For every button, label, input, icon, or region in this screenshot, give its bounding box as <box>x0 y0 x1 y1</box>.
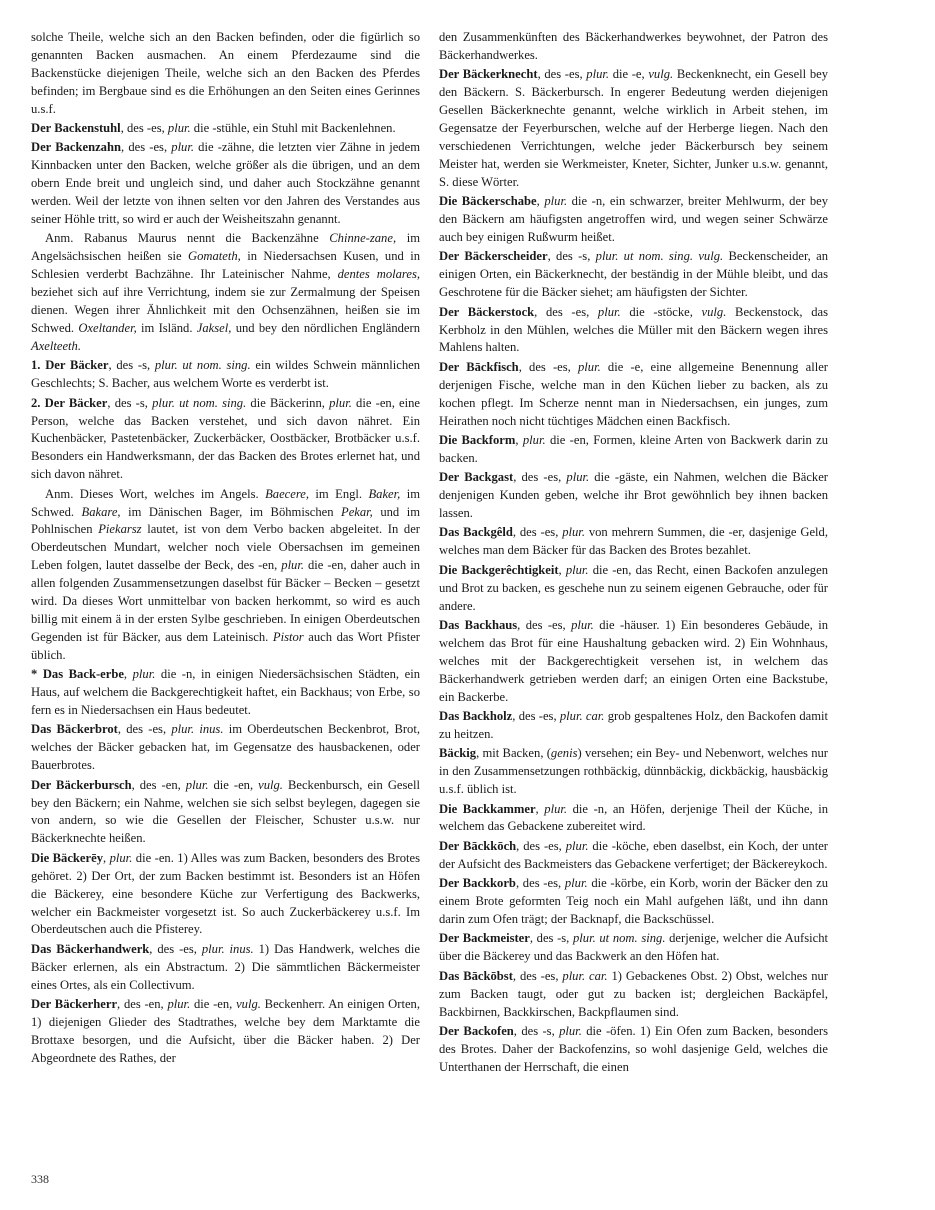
italic-term: plur. <box>329 395 352 410</box>
entry-text: die -gäste, ein Nahmen, welchen die Bäcker denjenigen Kunden geben, welche ihr Brot gewöhnlich bey ihnen backen lassen. <box>439 470 828 521</box>
entry-text: die -en, das Recht, einen Backofen anzulegen und Brot zu backen, es geschehe nun zu seinem eigenen Gebrauche, oder für andere. <box>439 562 828 613</box>
headword: Das Backgêld <box>439 525 513 540</box>
entry-text: im Engl. <box>309 486 369 501</box>
headword: Der Backenzahn <box>31 140 121 155</box>
dictionary-entry <box>439 930 828 966</box>
entry-text: Beckenherr. An einigen Orten, 1) diejenigen Glieder des Stadtrathes, welche bey dem Marktamte die Brottaxe besorgen, und die Aufsicht, über die Bäcker haben. 2) Der Abgeordnete des Rathes, der <box>31 997 420 1065</box>
italic-term: plur. ut nom. sing. <box>152 395 247 410</box>
italic-term: Pistor <box>272 629 304 644</box>
italic-term: plur. <box>544 194 568 209</box>
entry-text: die -e, <box>609 67 649 82</box>
entry-text: 1) Gebackenes Obst. 2) Obst, welches nur zum Backen taugt, oder gut zu backen ist; dergleichen Backäpfel, Backbirnen, Backkirschen, Backpflaumen sind. <box>439 968 828 1019</box>
entry-text: die -stühle, ein Stuhl mit Backenlehnen. <box>190 121 396 136</box>
italic-term: plur. <box>167 121 191 136</box>
entry-text: , des -es, <box>512 525 563 540</box>
entry-text: die -en, eine Person, welche das Backen verstehet, und sich davon nähret. Ein Kuchenbäcker, Pastetenbäcker, Zuckerbäcker, Oostbäcker, Brotbäcker u.s.f. Besonders ein Handwerksmann, der das Backen des Brotes erlernet hat, und sich davon nähret. <box>31 395 421 482</box>
entry-text: , <box>515 432 523 447</box>
entry-text: , des -s, <box>108 358 155 373</box>
entry-text: auch das Wort Pfister üblich. <box>31 629 420 662</box>
dictionary-entry <box>31 777 420 849</box>
italic-term: plur. ut nom. sing. vulg. <box>595 249 724 264</box>
entry-text: die -en. 1) Alles was zum Backen, besonders des Brotes gehöret. 2) Der Ort, der zum Backen bestimmt ist. Besonders ist an Höfen die Bäckerey, eine besondere Küche zur Verfertigung des Backwerks, welcher ein Backmeister vorgesetzt ist. So auch Zuckerbäckerey u.s.f. Im Oberdeutschen auch die Pfisterey. <box>31 850 420 937</box>
entry-text: , des -s, <box>107 395 153 410</box>
italic-term: plur. <box>565 838 589 853</box>
dictionary-entry <box>31 486 420 665</box>
left-column <box>31 29 420 1069</box>
entry-text: , des -es, <box>515 876 565 891</box>
italic-term: plur. <box>522 432 546 447</box>
italic-term: plur. <box>562 525 585 540</box>
italic-term: plur. car. <box>562 968 608 983</box>
italic-term: plur. <box>167 997 191 1012</box>
headword: 2. Der Bäcker <box>31 395 108 410</box>
headword: * Das Back-erbe <box>31 667 124 682</box>
dictionary-entry <box>31 230 420 355</box>
entry-text: die -en, <box>208 777 259 792</box>
dictionary-entry <box>439 193 828 247</box>
italic-term: plur. inus. <box>171 722 224 737</box>
page-number: 338 <box>31 1172 49 1186</box>
entry-text: 1) Das Handwerk, welches die Bäcker erlernen, als ein Abstractum. 2) Die sämmtlichen Bäckermeister eines Ortes, als ein Collectivum. <box>31 941 420 992</box>
italic-term: plur. <box>544 801 568 816</box>
entry-text: , des -es, <box>518 359 578 374</box>
headword: Der Backkorb <box>439 876 516 891</box>
italic-term: plur. <box>565 562 589 577</box>
italic-term: vulg. <box>648 67 674 82</box>
italic-term: plur. <box>185 777 209 792</box>
entry-text: die -en, Formen, kleine Arten von Backwerk darin zu backen. <box>439 432 829 465</box>
entry-text: die -stöcke, <box>620 304 702 319</box>
entry-text: den Zusammenkünften des Bäckerhandwerkes beywohnet, der Patron des Bäckerhandwerkes. <box>439 30 828 62</box>
headword: Der Bäckerstock <box>439 304 535 319</box>
entry-text: die -e, eine allgemeine Benennung aller derjenigen Fische, welche man in den Küchen lieber zu backen, als zu kochen pflegt. Im Scherze nennt man in Niedersachsen, ein junges, zum Heirathen noch nicht tüchtiges Mädchen einen Backfisch. <box>439 359 828 428</box>
italic-term: Oxeltander, <box>78 321 137 335</box>
entry-text: ein wildes Schwein männlichen Geschlechts; S. Bacher, aus welchem Worte es verderbt ist. <box>31 358 421 391</box>
italic-term: Baker, <box>368 486 401 501</box>
dictionary-entry <box>31 850 420 940</box>
dictionary-entry <box>31 395 420 485</box>
entry-text: , <box>558 562 566 577</box>
italic-term: plur. <box>171 140 195 155</box>
headword: Das Bäckerhandwerk <box>31 941 150 956</box>
italic-term: Gomateth, <box>187 249 241 264</box>
entry-text: , <box>123 667 133 682</box>
italic-term: Piekarsz <box>98 522 142 537</box>
headword: Der Backenstuhl <box>31 121 121 136</box>
dictionary-entry <box>439 708 828 744</box>
headword: Das Bäckerbrot <box>31 722 118 737</box>
dictionary-entry <box>439 1023 828 1077</box>
italic-term: dentes molares, <box>337 267 420 282</box>
italic-term: Pekar, <box>341 504 373 519</box>
entry-text: in Niedersachsen Kusen, und in Schlesien verderbt Bachzähne. Ihr Lateinischer Nahme, <box>31 249 420 282</box>
italic-term: Axelteeth. <box>31 338 81 353</box>
entry-text: , des -es, <box>517 618 572 632</box>
entry-text: die -zähne, die letzten vier Zähne in jedem Kinnbacken unter den Backen, welche größer als die übrigen, und an dem obern Ende breit und ungleich sind, und daher auch Stockzähne genannt werden. Weil der letzte von ihnen selten vor den Jahren des Verstandes aus seiner Höhle tritt, so wird er auch der Weisheitszahn genannt. <box>31 140 420 227</box>
italic-term: plur. inus. <box>201 941 254 956</box>
entry-text: , des -en, <box>117 997 168 1012</box>
dictionary-entry <box>439 524 828 560</box>
entry-text: , des -es, <box>117 722 172 737</box>
dictionary-entry <box>31 996 420 1068</box>
dictionary-entry <box>439 432 828 468</box>
italic-term: vulg. <box>258 777 283 792</box>
entry-text: die Bäckerinn, <box>246 395 330 410</box>
entry-text: , <box>536 194 545 209</box>
dictionary-entry <box>439 562 828 616</box>
headword: Das Backhaus <box>439 618 518 632</box>
headword: Der Backmeister <box>439 931 530 946</box>
headword: Die Backgerêchtigkeit <box>439 562 559 577</box>
entry-text: im Oberdeutschen Beckenbrot, Brot, welches der Bäcker gebacken hat, im Gegensatze des hausbackenen, oder Bauerbrotes. <box>31 722 420 773</box>
entry-text: im Dänischen Bager, im Böhmischen <box>120 504 341 519</box>
dictionary-entry <box>439 29 828 65</box>
headword: Die Backkammer <box>439 801 536 816</box>
dictionary-entry <box>31 666 420 720</box>
entry-text: , <box>535 801 545 816</box>
italic-term: plur. <box>132 667 156 682</box>
italic-term: vulg. <box>236 997 261 1012</box>
entry-text: , des -s, <box>547 249 596 264</box>
dictionary-entry <box>439 248 828 302</box>
entry-text: derjenige, welcher die Aufsicht über die Bäckerey und das Backwerk an den Höfen hat. <box>439 931 828 964</box>
entry-text: von mehrern Summen, die -er, dasjenige Geld, welches man dem Bäcker für das Backen des Brotes bezahlet. <box>439 525 828 558</box>
headword: 1. Der Bäcker <box>31 358 109 373</box>
entry-text: die -en, daher auch in allen folgenden Zusammensetzungen daselbst für Bäcker – Becken – gesetzt wird. Da dieses Wort unmittelbar von backen herkommt, so wird es auch billig mit einem ä in der ersten Sylbe geschrieben. In einigen Oberdeutschen Gegenden ist für Bäcker, aus dem Lateinisch. <box>31 558 420 644</box>
italic-term: plur. ut nom. sing. <box>572 931 666 946</box>
italic-term: genis <box>550 746 578 761</box>
dictionary-entry <box>439 875 828 929</box>
dictionary-entry <box>439 801 828 837</box>
dictionary-entry <box>439 745 828 799</box>
dictionary-entry <box>439 617 828 707</box>
italic-term: Bakare, <box>81 504 121 519</box>
headword: Der Backofen <box>439 1023 514 1038</box>
dictionary-entry <box>439 469 828 523</box>
entry-text: Beckenscheider, an einigen Orten, ein Bäckerknecht, der beständig in der Mühle bleibt, und das Geschrotene für die Bäcker siehet; am häufigsten der Sichter. <box>439 249 829 300</box>
entry-text: die -n, ein schwarzer, breiter Mehlwurm, der bey den Bäckern am häufigsten angetroffen wird, und wegen seiner Schwärze auch bey einigen Rußwurm heißet. <box>439 194 829 244</box>
italic-term: plur. <box>566 470 590 485</box>
entry-text: Anm. Dieses Wort, welches im Angels. <box>45 486 266 501</box>
headword: Bäckig <box>439 746 477 761</box>
italic-term: plur. <box>571 618 594 632</box>
dictionary-entry <box>31 721 420 775</box>
headword: Der Bäckerbursch <box>31 777 132 792</box>
italic-term: vulg. <box>701 304 727 319</box>
headword: Der Bāckkōch <box>439 838 517 853</box>
dictionary-entry <box>31 120 420 138</box>
headword: Das Bāckōbst <box>439 968 513 983</box>
entry-text: Beckenbursch, ein Gesell bey den Bäckern; ein Nahme, welchen sie sich selbst beylegen, dagegen sie von andern, so wie die Gesellen der Fleischer, Schuster u.s.w. nur Bäckerknechte heißen. <box>31 777 420 846</box>
headword: Der Bäckerherr <box>31 997 118 1012</box>
entry-text: , des -es, <box>121 140 172 155</box>
entry-text: die -n, an Höfen, derjenige Theil der Küche, in welchem das Gebackene zubereitet wird. <box>439 801 828 834</box>
dictionary-entry <box>439 304 828 358</box>
entry-text: im Angelsächsischen heißen sie <box>31 231 420 264</box>
entry-text: , des -es, <box>516 838 566 853</box>
dictionary-entry <box>439 838 828 874</box>
dictionary-entry <box>439 66 828 191</box>
italic-term: Jaksel, <box>196 321 232 335</box>
italic-term: plur. <box>559 1023 582 1038</box>
entry-text: , des -es, <box>512 968 563 983</box>
entry-text: solche Theile, welche sich an den Backen befinden, oder die figürlich so genannten Backen ausmachen. An einem Pferdezaume sind die Backenstücke diejenigen Theile, welche sich an den Backen des Pferdes befinden; im Bergbaue sind es die Erhöhungen an den Seiten eines Gerinnes u.s.f. <box>31 30 420 116</box>
italic-term: plur. <box>564 876 588 891</box>
headword: Die Bäckerschabe <box>439 194 537 209</box>
entry-text: und im Pohlnischen <box>31 504 421 537</box>
entry-text: , des -s, <box>529 931 573 946</box>
italic-term: plur. <box>281 558 305 573</box>
entry-text: die -en, <box>190 997 237 1012</box>
entry-text: , des -es, <box>149 941 202 956</box>
entry-text: die -häuser. 1) Ein besonderes Gebäude, in welchem das Brot für eine Haushaltung gebacken wird. 2) Ein Wohnhaus, welches mit der Backgerechtigkeit versehen ist, in welchem das Bäckerhandwerk getrieben werden darf; an einigen Orten eine Backstube, ein Backerbe. <box>439 618 828 704</box>
entry-text: ) versehen; ein Bey- und Nebenwort, welches nur in den Zusammensetzungen rothbäckig, dünnbäckig, dickbäckig, hausbäckig u.s.f. üblich ist. <box>439 746 828 797</box>
headword: Die Bäckerēy <box>31 850 103 865</box>
italic-term: plur. <box>597 304 621 319</box>
entry-text: Beckenknecht, ein Gesell bey den Bäckern. S. Bäckerbursch. In engerer Bedeutung werden diejenigen Gesellen Bäckerknechte genannt, welche wirklich in Arbeit stehen, im Gegensatze der Feyerburschen, welche auf der Herberge liegen. Nach den verschiedenen Verrichtungen, welche jeder Bäckerbursch bey seinem Meister hat, werden sie Werkmeister, Kneter, Sichter, Junker u.s.w. genannt, S. diese Wörter. <box>439 67 828 189</box>
entry-text: Beckenstock, das Kerbholz in den Mühlen, welches die Müller mit den Bäckern wegen ihres Mahlens halten. <box>439 304 828 355</box>
entry-text: die -körbe, ein Korb, worin der Bäcker den zu einem Brote geformten Teig noch ein Mahl aufgehen läßt, und ihn dann darin zum Ofen trägt; der Backnapf, die Backschüssel. <box>439 876 828 926</box>
entry-text: , des -s, <box>513 1023 560 1038</box>
headword: Die Backform <box>439 432 516 447</box>
entry-text: grob gespaltenes Holz, den Backofen damit zu heitzen. <box>439 709 829 741</box>
entry-text: die -n, in einigen Niedersächsischen Städten, ein Haus, auf welchem die Backgerechtigkeit haftet, ein Backhaus; von Erbe, so fern es in Niedersachsen ein Haus bedeutet. <box>31 667 421 718</box>
italic-term: plur. <box>586 67 610 82</box>
italic-term: Baecere, <box>265 486 310 501</box>
entry-text: im Schwed. <box>31 486 420 519</box>
entry-text: , mit Backen, ( <box>476 746 551 761</box>
italic-term: plur. ut nom. sing. <box>154 358 251 373</box>
dictionary-entry <box>31 29 420 119</box>
entry-text: , des -es, <box>120 121 168 136</box>
dictionary-entry <box>439 968 828 1022</box>
dictionary-entry <box>31 941 420 995</box>
entry-text: lautet, ist von dem Verbo backen abgeleitet. In der Oberdeutschen Mundart, welcher noch viele Obersachsen im gemeinen Leben folgen, lautet dasselbe der Beck, des -en, <box>31 522 421 573</box>
entry-text: die -köche, eben daselbst, ein Koch, der unter der Aufsicht des Backmeisters das Gebackene verfertiget; der Bäckereykoch. <box>439 838 828 871</box>
entry-text: , des -es, <box>537 67 587 82</box>
headword: Der Backgast <box>439 470 514 485</box>
italic-term: Chinne-zane, <box>329 231 397 246</box>
dictionary-entry <box>31 139 420 229</box>
entry-text: und bey den nördlichen Engländern <box>231 321 421 335</box>
entry-text: , des -es, <box>534 304 598 319</box>
entry-text: im Isländ. <box>136 321 197 335</box>
dictionary-entry <box>439 359 828 431</box>
entry-text: , des -es, <box>512 709 560 724</box>
italic-term: plur. <box>577 359 601 374</box>
dictionary-entry <box>31 357 420 393</box>
entry-text: die -öfen. 1) Ein Ofen zum Backen, besonders des Brotes. Daher der Backofenzins, so wohl dasjenige Geld, welches die Unterthanen der Herrschaft, die einen <box>439 1023 829 1074</box>
entry-text: beziehet sich auf ihre Verrichtung, indem sie zur Zermalmung der Speisen dienen. Wegen ihrer Ähnlichkeit mit den Ochsenzähnen, heißen sie im Schwed. <box>31 285 420 335</box>
headword: Der Bāckfisch <box>439 359 519 374</box>
entry-text: Anm. Rabanus Maurus nennt die Backenzähne <box>45 231 330 246</box>
headword: Der Bäckerknecht <box>439 67 538 82</box>
headword: Der Bäckerscheider <box>439 249 548 264</box>
entry-text: , des -en, <box>131 777 186 792</box>
headword: Das Backholz <box>439 709 513 724</box>
entry-text: , des -es, <box>513 470 567 485</box>
italic-term: plur. <box>109 850 133 865</box>
italic-term: plur. car. <box>559 709 605 724</box>
entry-text: , <box>103 850 110 865</box>
right-column <box>439 29 828 1078</box>
